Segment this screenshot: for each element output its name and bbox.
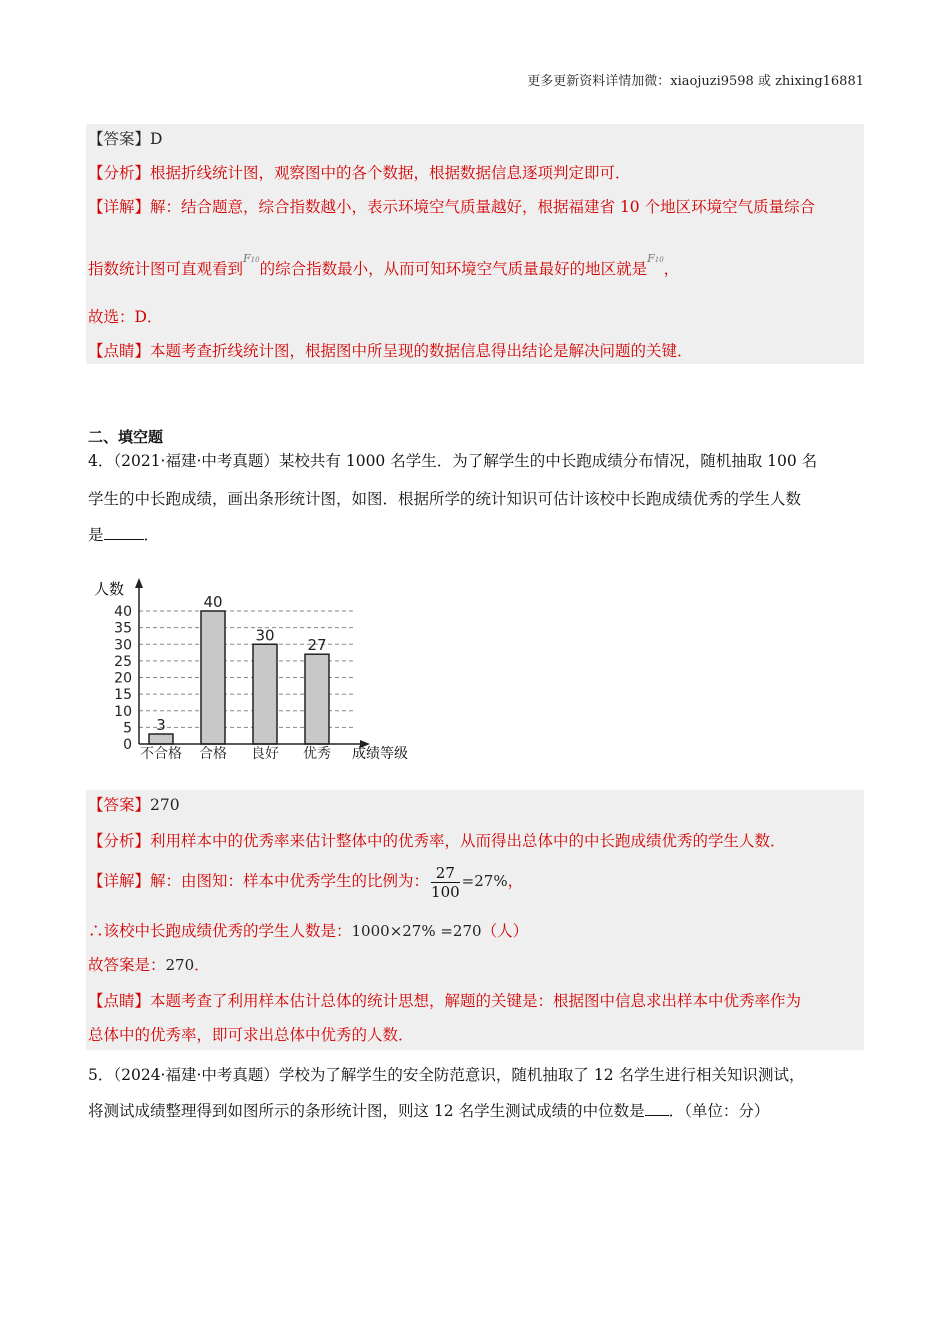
y-tick-label: 30 (114, 637, 132, 654)
y-tick-label: 5 (123, 720, 132, 737)
bar-data-label: 40 (203, 593, 223, 611)
question4-line1: 4．（2021·福建·中考真题）某校共有 1000 名学生．为了解学生的中长跑成绩分布情况，随机抽取 100 名 (88, 452, 818, 470)
comment-line (88, 340, 693, 362)
therefore-line (88, 920, 528, 942)
therefore-text: ∴该校中长跑成绩优秀的学生人数是： (88, 922, 352, 940)
answer-tag-4: 【答案】 (88, 796, 151, 814)
answer-line (88, 128, 162, 150)
x-category-label: 不合格 (140, 746, 182, 762)
analysis-tag-4: 【分析】 (88, 832, 151, 850)
detail-text-2b: 的综合指数最小，从而可知环境空气质量最好的地区就是 (259, 260, 648, 278)
detail-text-2c: ， (663, 260, 680, 278)
answer-blank-5[interactable] (645, 1101, 669, 1116)
question5-line1: 5．（2024·福建·中考真题）学校为了解学生的安全防范意识，随机抽取了 12 名学生进行相关知识测试， (88, 1066, 805, 1084)
detail-tag: 【详解】 (88, 198, 151, 216)
x-category-label: 合格 (199, 746, 227, 762)
analysis-text-4: 利用样本中的优秀率来估计整体中的优秀率，从而得出总体中的中长跑成绩优秀的学生人数． (150, 832, 786, 850)
detail-text-2a: 指数统计图可直观看到 (88, 260, 244, 278)
section-title: 二、填空题 (88, 428, 164, 446)
solution-box-3 (86, 124, 864, 364)
detail-text-1: 解：结合题意，综合指数越小，表示环境空气质量越好，根据福建省 10 个地区环境空气质量综合 (150, 198, 816, 216)
calc-expression: 1000×27% =270 (351, 922, 482, 940)
conclusion-text: 故选：D． (88, 308, 163, 326)
bar-1 (149, 734, 173, 744)
final-text-a: 故答案是： (88, 956, 166, 974)
x-category-label: 良好 (251, 746, 279, 762)
analysis-line (88, 162, 631, 184)
comment-text: 本题考查折线统计图，根据图中所呈现的数据信息得出结论是解决问题的关键． (150, 342, 693, 360)
question4-line3: 是 ． (88, 526, 160, 544)
comment-line-4a (88, 990, 801, 1012)
comment-line-4b (88, 1024, 414, 1046)
bar-4 (305, 654, 329, 744)
y-tick-label: 15 (114, 687, 132, 704)
answer-line-4 (88, 794, 180, 816)
y-tick-label: 20 (114, 670, 132, 687)
y-tick-label: 0 (123, 737, 132, 753)
detail-text-4b: ， (507, 872, 524, 890)
question4-line2: 学生的中长跑成绩，画出条形统计图，如图．根据所学的统计知识可估计该校中长跑成绩优秀的学生人数 (88, 490, 802, 508)
answer-value: D (150, 130, 163, 148)
fraction-result: =27% (461, 872, 508, 890)
answer-value-4: 270 (150, 796, 180, 814)
detail-line-4 (88, 860, 523, 902)
analysis-text: 根据折线统计图，观察图中的各个数据，根据数据信息逐项判定即可． (150, 164, 631, 182)
symbol-f10: F10 (243, 252, 260, 265)
y-axis-label: 人数 (94, 580, 125, 598)
final-line (88, 954, 210, 976)
detail-tag-4: 【详解】 (88, 872, 151, 890)
answer-tag: 【答案】 (88, 130, 151, 148)
comment-tag: 【点睛】 (88, 342, 151, 360)
solution-box-4 (86, 790, 864, 1050)
detail-text-4a: 解：由图知：样本中优秀学生的比例为： (150, 872, 430, 890)
detail-line-2 (88, 252, 680, 283)
bar-data-label: 3 (156, 716, 166, 735)
page-header: 更多更新资料详情加微：xiaojuzi9598 或 zhixing16881 (527, 74, 864, 89)
y-tick-label: 40 (114, 604, 132, 620)
analysis-line-4 (88, 830, 786, 852)
final-text-b: ． (194, 956, 210, 974)
comment-text-4a: 本题考查了利用样本估计总体的统计思想，解题的关键是：根据图中信息求出样本中优秀率作为 (150, 992, 802, 1010)
comment-tag-4: 【点睛】 (88, 992, 151, 1010)
question5-line2: 将测试成绩整理得到如图所示的条形统计图，则这 12 名学生测试成绩的中位数是 ．（单位：分） (88, 1102, 770, 1120)
y-tick-label: 35 (114, 620, 132, 637)
bar-3 (253, 644, 277, 744)
y-tick-label: 10 (114, 703, 132, 720)
x-axis-label: 成绩等级 (352, 746, 408, 762)
bar-2 (201, 611, 225, 744)
answer-blank[interactable] (104, 525, 144, 540)
analysis-tag: 【分析】 (88, 164, 151, 182)
bar-data-label: 30 (255, 626, 275, 645)
comment-text-4b: 总体中的优秀率，即可求出总体中优秀的人数． (88, 1026, 414, 1044)
fraction: $\frac{27}{100}$ (431, 863, 460, 901)
conclusion-line (88, 306, 162, 328)
y-tick-label: 25 (114, 653, 132, 670)
x-category-label: 优秀 (303, 746, 331, 762)
final-value: 270 (165, 956, 195, 974)
detail-line-1 (88, 196, 815, 218)
symbol-f10-b: F10 (647, 252, 664, 265)
unit-text: （人） (481, 922, 529, 940)
bar-chart (86, 570, 436, 770)
y-axis-arrow-icon (135, 578, 143, 588)
bar-data-label: 27 (307, 636, 327, 655)
